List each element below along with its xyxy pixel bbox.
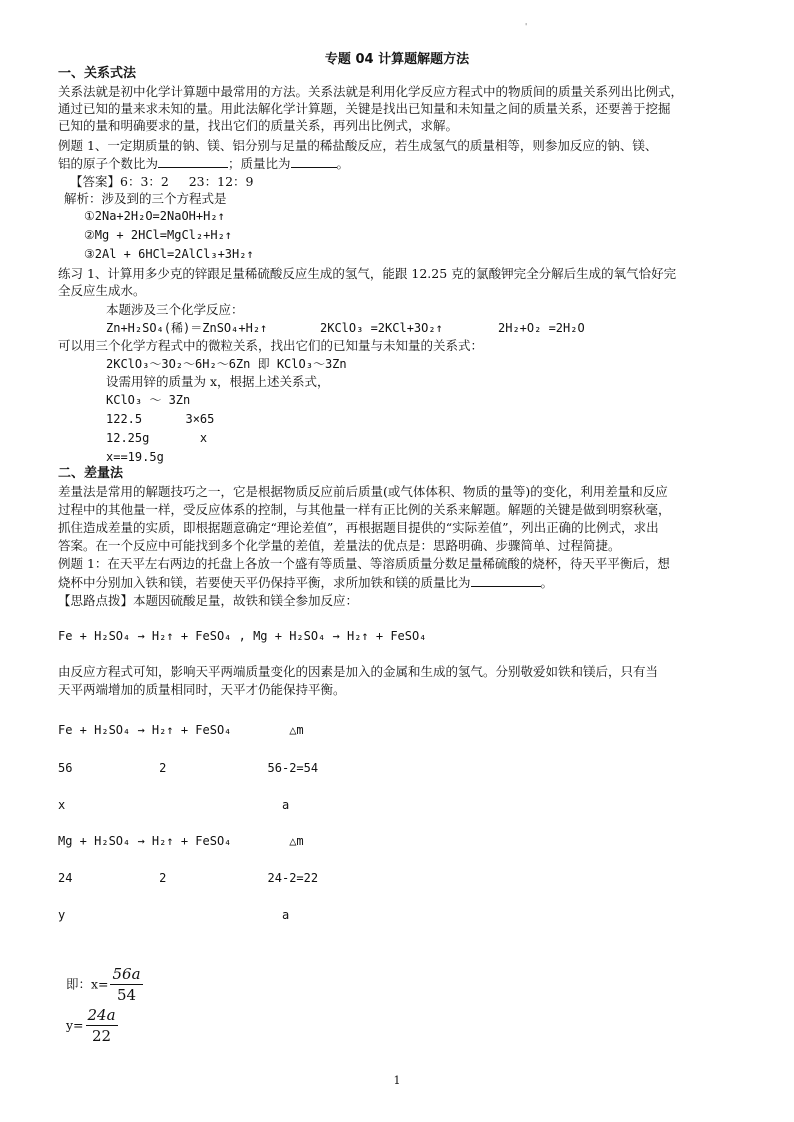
result-prefix: y=: [65, 1017, 84, 1033]
reaction-intro: 本题涉及三个化学反应：: [106, 302, 244, 317]
example-line: 例题 1、一定期质量的钠、镁、铝分别与足量的稀盐酸反应，若生成氢气的质量相等，则参加反应的钠、镁、: [58, 138, 658, 153]
answer-blank: [158, 155, 228, 168]
equation: Fe + H₂SO₄ → H₂↑ + FeSO₄ , Mg + H₂SO₄ → H₂↑ + FeSO₄: [58, 629, 427, 643]
question-text: 。: [336, 156, 350, 171]
fraction-x: [110, 964, 142, 1005]
paragraph-line: 可以用三个化学方程式中的微粒关系，找出它们的已知量与未知量的关系式：: [58, 338, 484, 353]
question-text: 铝的原子个数比为: [58, 156, 159, 171]
calc-row: 24 2 24-2=22: [58, 871, 319, 885]
answer-line: 【答案】6：3：2 23：12：9: [70, 174, 254, 189]
calc-row: 56 2 56-2=54: [58, 761, 319, 775]
paragraph-line: 关系法就是初中化学计算题中最常用的方法。关系法就是利用化学反应方程式中的物质间的质量关系列出比例式，: [58, 84, 684, 99]
final-result: [58, 944, 145, 1046]
practice-line: 全反应生成水。: [58, 283, 146, 298]
question-text: 。: [540, 575, 554, 590]
practice-line: 练习 1、计算用多少克的锌跟足量稀硫酸反应生成的氢气，能跟 12.25 克的氯酸钾完全分解后生成的氧气恰好完: [58, 266, 677, 281]
page-number: 1: [393, 1074, 401, 1087]
equation: Fe + H₂SO₄ → H₂↑ + FeSO₄ △m: [58, 723, 304, 737]
calc-result: x==19.5g: [106, 450, 164, 464]
paragraph-line: 由反应方程式可知，影响天平两端质量变化的因素是加入的金属和生成的氢气。分别敬爱如铁和镁后，只有当: [58, 664, 659, 679]
analysis-line: 解析：涉及到的三个方程式是: [64, 191, 227, 206]
reaction: 2KClO₃ =2KCl+3O₂↑: [320, 321, 443, 335]
fraction-denominator: 54: [116, 986, 137, 1004]
fraction-numerator: 24a: [87, 1006, 116, 1024]
example-question: [58, 155, 349, 172]
question-text: 烧杯中分别加入铁和镁，若要使天平仍保持平衡，求所加铁和镁的质量比为: [58, 575, 471, 590]
equation: ③2Al + 6HCl=2AlCl₃+3H₂↑: [84, 247, 254, 261]
reaction: Zn+H₂SO₄(稀)＝ZnSO₄+H₂↑: [106, 321, 268, 335]
header-mark: ': [525, 22, 528, 31]
equation: Mg + H₂SO₄ → H₂↑ + FeSO₄ △m: [58, 834, 304, 848]
section-heading-relation: 一、关系式法: [58, 66, 137, 81]
section-heading-difference: 二、差量法: [58, 466, 124, 481]
question-text: ；质量比为: [228, 156, 291, 171]
fraction-denominator: 22: [91, 1027, 112, 1045]
result-prefix: 即：x=: [65, 976, 109, 992]
reaction: 2H₂+O₂ =2H₂O: [498, 321, 585, 335]
calc-row: x a: [58, 798, 290, 812]
paragraph-line: 答案。在一个反应中可能找到多个化学量的差值，差量法的优点是：思路明确、步骤简单、过程简捷。: [58, 538, 621, 553]
answer-blank: [291, 155, 337, 168]
equation: ②Mg + 2HCl=MgCl₂+H₂↑: [84, 228, 233, 242]
set-variable-line: 设需用锌的质量为 x，根据上述关系式，: [106, 374, 330, 389]
calc-row: 122.5 3×65: [106, 412, 215, 426]
page-title: 专题 04 计算题解题方法: [324, 52, 470, 67]
paragraph-line: 通过已知的量来求未知的量。用此法解化学计算题，关键是找出已知量和未知量之间的质量关系，还要善于挖掘: [58, 101, 671, 116]
paragraph-line: 已知的量和明确要求的量，找出它们的质量关系，再列出比例式，求解。: [58, 118, 459, 133]
paragraph-line: 抓住造成差量的实质，即根据题意确定“理论差值”，再根据题目提供的“实际差值”，列出正确的比例式，求出: [58, 520, 659, 535]
example-line: 例题 1：在天平左右两边的托盘上各放一个盛有等质量、等溶质质量分数足量稀硫酸的烧杯，待天平平衡后，想: [58, 556, 670, 571]
fraction-y: [86, 1005, 118, 1046]
calc-row: 12.25g x: [106, 431, 208, 445]
relation-formula: KClO₃ ～ 3Zn: [106, 393, 191, 407]
equation: ①2Na+2H₂O=2NaOH+H₂↑: [84, 209, 225, 223]
relation-formula: 2KClO₃～3O₂～6H₂～6Zn 即 KClO₃～3Zn: [106, 357, 347, 371]
fraction-numerator: 56a: [112, 965, 141, 983]
hint-line: 【思路点拨】本题因硫酸足量，故铁和镁全参加反应：: [58, 593, 359, 608]
paragraph-line: 差量法是常用的解题技巧之一，它是根据物质反应前后质量(或气体体积、物质的量等)的变化，利用差量和反应: [58, 484, 668, 499]
answer-blank: [471, 574, 541, 587]
paragraph-line: 过程中的其他量一样，受反应体系的控制，与其他量一样有正比例的关系来解题。解题的关键是做到明察秋毫，: [58, 502, 671, 517]
example-question: [58, 574, 553, 591]
calc-row: y a: [58, 908, 290, 922]
paragraph-line: 天平两端增加的质量相同时，天平才仍能保持平衡。: [58, 682, 346, 697]
